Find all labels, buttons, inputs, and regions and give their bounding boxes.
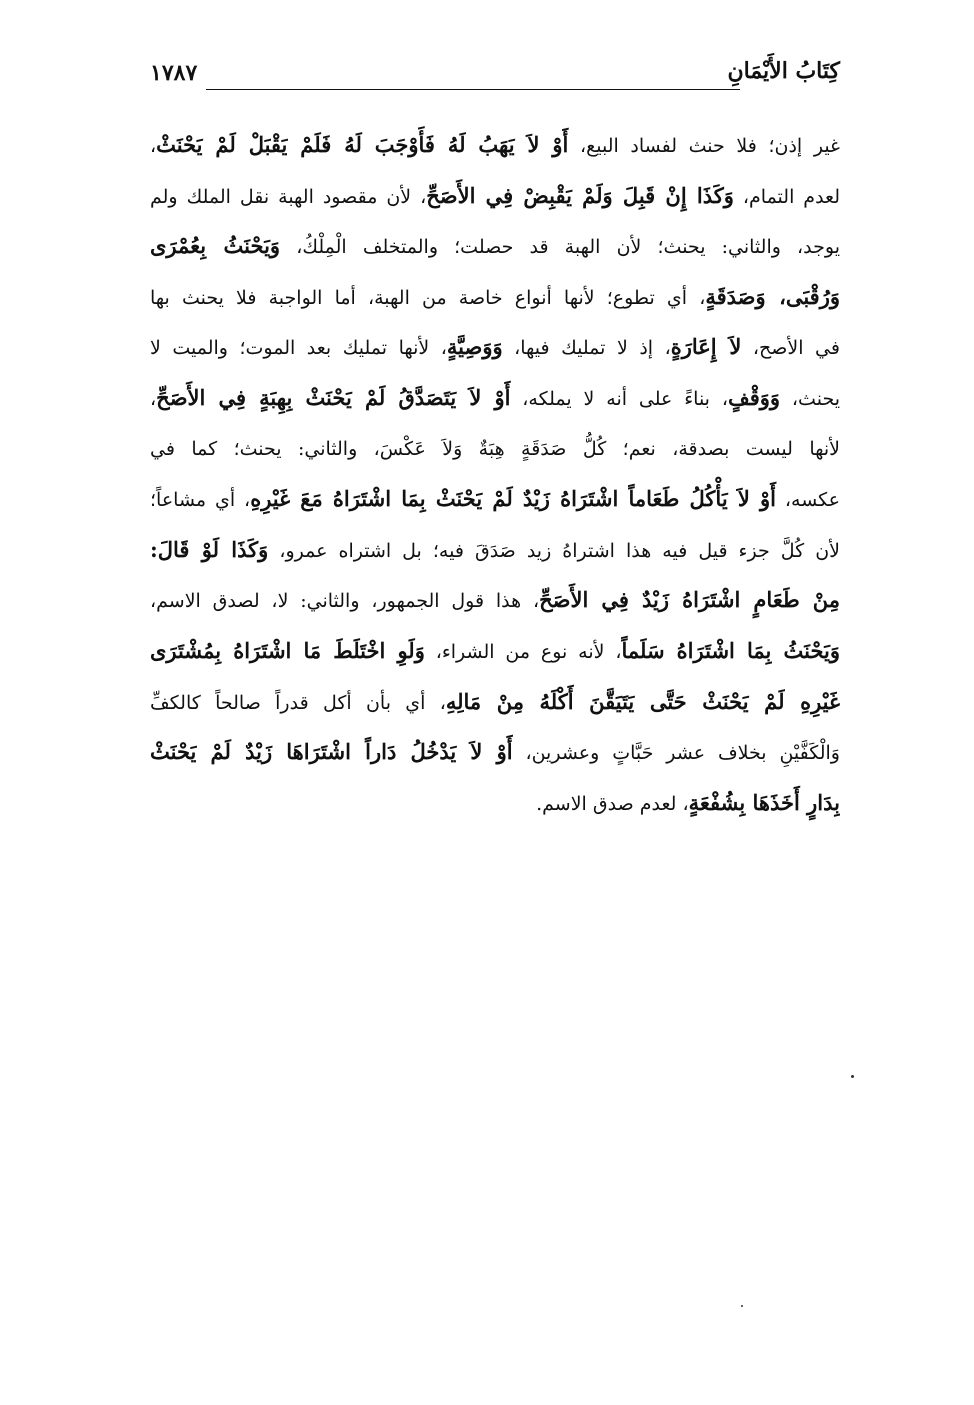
commentary-segment: ، لأنه نوع من الشراء،: [424, 640, 622, 663]
matn-segment: وَوَقْفٍ: [727, 384, 781, 410]
commentary-segment: ، بناءً على أنه لا يملكه،: [510, 387, 728, 410]
commentary-segment: ، أي تطوع؛ لأنها أنواع خاصة من الهبة، أما الواجبة فلا يحنث بها: [150, 286, 706, 309]
matn-segment: غَيْرِهِ لَمْ يَحْنَثْ حَتَّى يَتَيَقَّنَ أَكْلَهُ مِنْ مَالِهِ: [445, 688, 840, 714]
matn-segment: أَوْ لاَ يَتَصَدَّقُ لَمْ يَحْنَثْ بِهِبَةٍ فِي الأَصَحِّ: [156, 384, 511, 410]
commentary-segment: عكسه،: [776, 489, 840, 512]
commentary-segment: ، إذ لا تمليك فيها،: [502, 337, 671, 360]
text-line: [150, 474, 840, 525]
commentary-segment: ، لعدم صدق الاسم.: [536, 792, 689, 815]
matn-segment: وَيَحْنَثُ بِعُمْرَى: [150, 233, 281, 259]
matn-segment: لاَ إِعَارَةٍ: [670, 334, 742, 360]
commentary-segment: ، لأن مقصود الهبة نقل الملك ولم: [150, 185, 427, 208]
commentary-segment: ، هذا قول الجمهور، والثاني: لا، لصدق الاسم،: [150, 590, 540, 613]
text-line: [150, 626, 840, 677]
matn-segment: مِنْ طَعَامٍ اشْتَرَاهُ زَيْدٌ فِي الأَصَحِّ: [539, 587, 840, 613]
main-text: [150, 120, 840, 828]
matn-segment: بِدَارٍ أَخَذَهَا بِشُفْعَةٍ: [688, 789, 840, 815]
commentary-segment: ،: [150, 135, 157, 157]
matn-segment: وَرُقْبَى، وَصَدَقَةٍ: [705, 283, 840, 309]
running-title: كِتَابُ الأَيْمَانِ: [727, 58, 840, 84]
commentary-segment: في الأصح،: [741, 337, 840, 360]
text-line: [150, 424, 840, 475]
scan-speck: [741, 1305, 743, 1307]
text-line: [150, 322, 840, 373]
matn-segment: وَوَصِيَّةٍ: [446, 334, 503, 360]
text-line: [150, 171, 840, 222]
text-line: [150, 272, 840, 323]
commentary-segment: غير إذن؛ فلا حنث لفساد البيع،: [568, 135, 840, 157]
matn-segment: أَوْ لاَ يَأْكُلُ طَعَاماً اشْتَرَاهُ زَيْدٌ لَمْ يَحْنَثْ بِمَا اشْتَرَاهُ مَعَ غَيْرِهِ: [250, 486, 776, 512]
matn-segment: وَكَذَا إِنْ قَبِلَ وَلَمْ يَقْبِضْ فِي الأَصَحِّ: [426, 182, 734, 208]
text-line: [150, 525, 840, 576]
commentary-segment: يوجد، والثاني: يحنث؛ لأن الهبة قد حصلت؛ والمتخلف الْمِلْكُ،: [280, 236, 840, 259]
header-rule: [206, 89, 740, 90]
text-line: [150, 677, 840, 728]
text-line: [150, 778, 840, 829]
text-line: [150, 221, 840, 272]
commentary-segment: يحنث،: [780, 387, 840, 410]
commentary-segment: ، أي بأن أكل قدراً صالحاً كالكفِّ: [150, 691, 446, 714]
text-line: [150, 727, 840, 778]
commentary-segment: ،: [150, 387, 157, 410]
commentary-segment: لأن كُلَّ جزء قيل فيه هذا اشتراهُ زيد صَدَقَ فيه؛ بل اشتراه عمرو،: [268, 539, 840, 562]
matn-segment: أَوْ لاَ يَدْخُلُ دَاراً اشْتَرَاهَا زَيْدٌ لَمْ يَحْنَثْ: [150, 739, 513, 765]
page-header: [150, 58, 840, 98]
matn-segment: وَيَحْنَثُ بِمَا اشْتَرَاهُ سَلَماً: [621, 637, 840, 663]
page-number: ١٧٨٧: [150, 60, 198, 86]
text-line: [150, 575, 840, 626]
commentary-segment: ، أي مشاعاً؛: [150, 489, 251, 512]
matn-segment: وَلَوِ اخْتَلَطَ مَا اشْتَرَاهُ بِمُشْتَرَى: [150, 637, 425, 663]
matn-segment: وَكَذَا لَوْ قَالَ:: [150, 536, 269, 562]
commentary-segment: لأنها ليست بصدقة، نعم؛ كُلُّ صَدَقَةٍ هِبَةٌ وَلاَ عَكْسَ، والثاني: يحنث؛ كما في: [150, 437, 840, 460]
commentary-segment: وَالْكَفَّيْنِ بخلاف عشر حَبَّاتٍ وعشرين،: [512, 742, 840, 765]
text-line: [150, 120, 840, 171]
text-line: [150, 373, 840, 424]
matn-segment: أَوْ لاَ يَهَبُ لَهُ فَأَوْجَبَ لَهُ فَلَمْ يَقْبَلْ لَمْ يَحْنَثْ: [156, 132, 569, 157]
commentary-segment: لعدم التمام،: [733, 185, 840, 208]
commentary-segment: ، لأنها تمليك بعد الموت؛ والميت لا: [150, 337, 447, 360]
scan-speck: [851, 1075, 854, 1078]
